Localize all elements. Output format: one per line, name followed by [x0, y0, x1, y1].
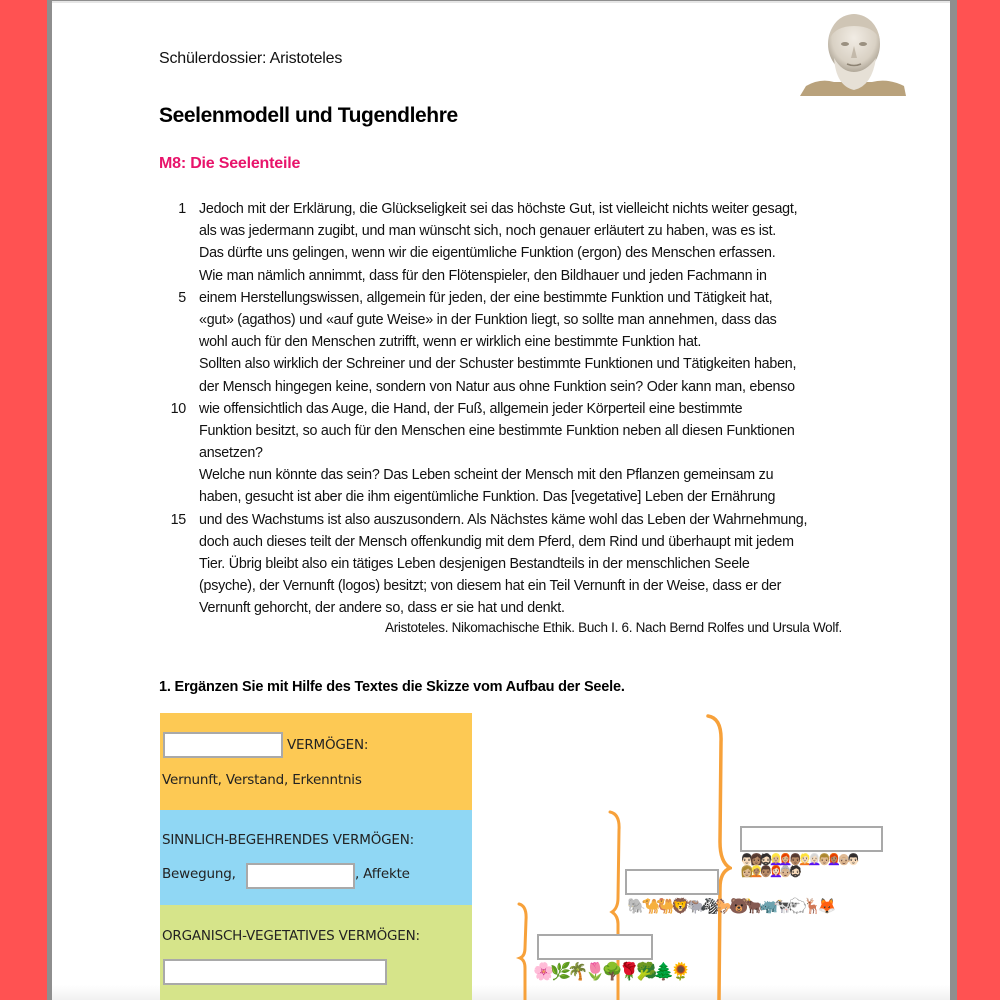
- text-line: [150, 442, 870, 464]
- source-citation: Aristoteles. Nikomachische Ethik. Buch I. 6. Nach Bernd Rolfes und Ursula Wolf.: [384, 620, 842, 635]
- text-line: [150, 198, 870, 220]
- line-text: der Mensch hingegen keine, sondern von Natur aus ohne Funktion sein? Oder kann man, ebenso: [199, 378, 795, 395]
- curly-brace-icon: [704, 712, 732, 1000]
- source-text: [150, 198, 870, 620]
- text-line: [150, 220, 870, 242]
- line-text: haben, gesucht ist aber die ihm eigentümliche Funktion. Das [vegetative] Leben der Ernährung: [199, 489, 776, 506]
- line-text: doch auch dieses teilt der Mensch offenkundig mit dem Pferd, dem Rind und überhaupt mit jedem: [199, 533, 794, 550]
- line-number: 1: [178, 201, 186, 217]
- rational-faculty-box: [160, 713, 472, 810]
- line-text: Das dürfte uns gelingen, wenn wir die eigentümliche Funktion (ergon) des Menschen erfassen.: [199, 245, 776, 262]
- line-number: 15: [170, 511, 186, 528]
- text-line: [150, 265, 870, 287]
- animals-illustration: 🐘🐪🐫🦁🐃🦓🐎🐻🐂🦏🐄🐑🦌🦊: [627, 898, 833, 915]
- text-line: [150, 331, 870, 353]
- line-text: Vernunft gehorcht, der andere so, dass er sie hat und denkt.: [199, 600, 565, 617]
- plants-level-input[interactable]: [537, 934, 653, 960]
- text-line: [150, 309, 870, 331]
- line-text: «gut» (agathos) und «auf gute Weise» in der Funktion liegt, so sollte man annehmen, dass das: [199, 311, 777, 328]
- animals-level-input[interactable]: [625, 869, 719, 895]
- vegetative-faculty-box: [160, 905, 472, 1000]
- line-text: ansetzen?: [199, 445, 263, 462]
- curly-brace-icon: [515, 900, 535, 1000]
- text-line: [150, 242, 870, 264]
- text-line: [150, 353, 870, 375]
- text-line: [150, 597, 870, 619]
- text-line: [150, 509, 870, 531]
- humans-illustration: 👨🏻👩🏽🧔🏻👱🏼‍♀️👩🏼‍🦰👨🏽👱🏻👩🏻‍🦳👨🏼👩🏽‍🦰👴🏼👨🏻👩🏼👱🏽👨🏽👩🏻‍🦰👵🏼🧔🏻: [740, 854, 857, 878]
- line-text: Tier. Übrig bleibt also ein tätiges Leben desjenigen Bestandteils in der menschlichen Seele: [199, 556, 750, 572]
- text-line: [150, 464, 870, 486]
- line-text: einem Herstellungswissen, allgemein für jeden, der eine bestimmte Funktion und Tätigkeit hat,: [199, 289, 773, 306]
- rational-faculty-input[interactable]: [163, 732, 283, 758]
- line-text: wohl auch für den Menschen zutrifft, wenn er wirklich eine bestimmte Funktion hat.: [199, 334, 702, 351]
- text-line: [150, 398, 870, 420]
- document-title: Seelenmodell und Tugendlehre: [159, 104, 458, 127]
- line-text: Funktion besitzt, so auch für den Menschen eine bestimmte Funktion neben all diesen Funktionen: [199, 422, 795, 439]
- vegetative-faculty-label: ORGANISCH-VEGETATIVES VERMÖGEN:: [162, 928, 420, 944]
- sensitive-faculty-input[interactable]: [246, 863, 355, 889]
- line-text: Sollten also wirklich der Schreiner und der Schuster bestimmte Funktionen und Tätigkeiten haben,: [199, 356, 797, 373]
- sensitive-faculty-suffix: , Affekte: [355, 866, 410, 882]
- line-text: (psyche), der Vernunft (logos) besitzt; von diesem hat ein Teil Vernunft in der Weise, dass er der: [199, 578, 782, 595]
- aristotle-portrait-image: [800, 10, 906, 96]
- rational-faculty-label: VERMÖGEN:: [287, 737, 369, 753]
- text-line: [150, 420, 870, 442]
- text-line: [150, 486, 870, 508]
- line-text: Wie man nämlich annimmt, dass für den Flötenspieler, den Bildhauer und jeden Fachmann in: [199, 267, 767, 284]
- rational-faculty-description: Vernunft, Verstand, Erkenntnis: [162, 772, 362, 788]
- line-text: als was jedermann zugibt, und man wünscht sich, noch genauer erläutert zu haben, was es ist.: [199, 223, 777, 240]
- sensitive-faculty-prefix: Bewegung,: [162, 866, 236, 882]
- plants-illustration: 🌸🌿🌴🌷🌳🌹🥦🌲🌻: [533, 962, 688, 981]
- sensitive-faculty-label: SINNLICH-BEGEHRENDES VERMÖGEN:: [162, 832, 415, 848]
- line-text: Jedoch mit der Erklärung, die Glückseligkeit sei das höchste Gut, ist vielleicht nichts weiter gesagt,: [199, 201, 798, 217]
- sensitive-faculty-box: [160, 810, 472, 905]
- line-number: 10: [170, 400, 186, 417]
- section-title: M8: Die Seelenteile: [159, 155, 301, 172]
- task-heading: 1. Ergänzen Sie mit Hilfe des Textes die Skizze vom Aufbau der Seele.: [159, 679, 625, 695]
- text-line: [150, 376, 870, 398]
- line-text: Welche nun könnte das sein? Das Leben scheint der Mensch mit den Pflanzen gemeinsam zu: [199, 467, 774, 484]
- text-line: [150, 575, 870, 597]
- dossier-label: Schülerdossier: Aristoteles: [159, 50, 343, 67]
- line-number: 5: [178, 289, 186, 306]
- text-line: [150, 553, 870, 575]
- line-text: und des Wachstums ist also auszusondern. Als Nächstes käme wohl das Leben der Wahrnehmung,: [199, 511, 808, 528]
- line-text: wie offensichtlich das Auge, die Hand, der Fuß, allgemein jeder Körperteil eine bestimmte: [199, 400, 743, 417]
- text-line: [150, 287, 870, 309]
- text-line: [150, 531, 870, 553]
- vegetative-faculty-input[interactable]: [163, 959, 387, 985]
- humans-level-input[interactable]: [740, 826, 883, 852]
